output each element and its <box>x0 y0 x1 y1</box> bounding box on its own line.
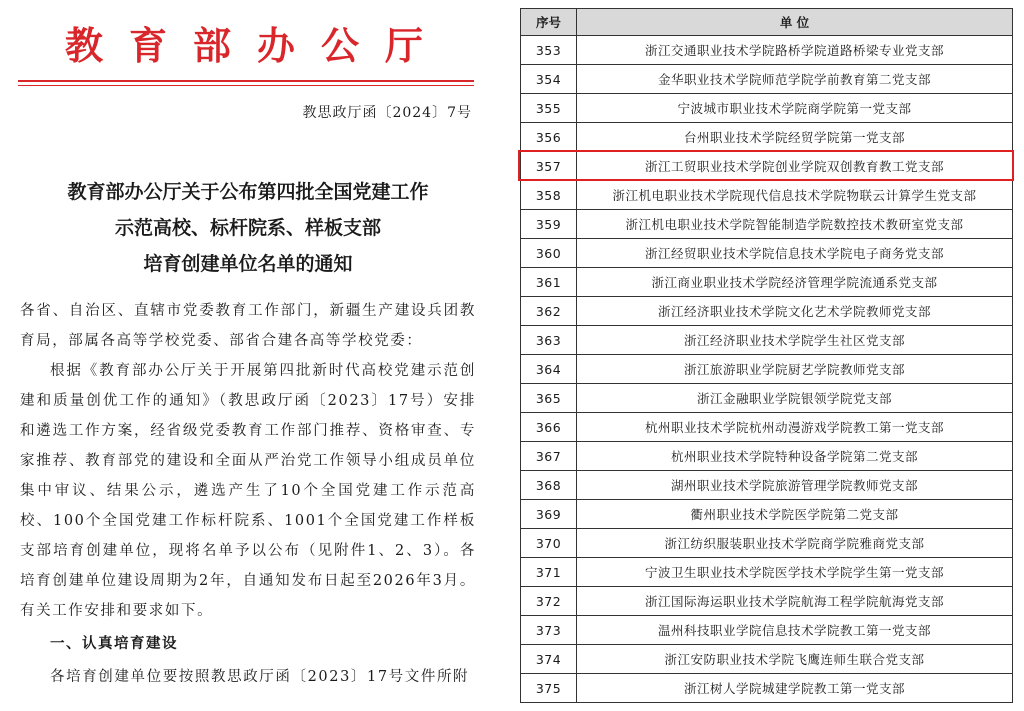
row-number: 374 <box>521 645 577 674</box>
row-number: 371 <box>521 558 577 587</box>
table-header-row <box>521 9 1013 36</box>
row-number: 362 <box>521 297 577 326</box>
row-unit: 浙江经贸职业技术学院信息技术学院电子商务党支部 <box>577 239 1013 268</box>
row-unit: 杭州职业技术学院杭州动漫游戏学院教工第一党支部 <box>577 413 1013 442</box>
unit-list-table-panel <box>520 8 1012 703</box>
section-heading: 一、认真培育建设 <box>50 636 178 652</box>
table-row <box>521 297 1013 326</box>
addressee-paragraph: 各省、自治区、直辖市党委教育工作部门，新疆生产建设兵团教育局，部属各高等学校党委、部省合建各高等学校党委： <box>20 303 476 349</box>
table-row <box>521 65 1013 94</box>
row-unit: 浙江国际海运职业技术学院航海工程学院航海党支部 <box>577 587 1013 616</box>
table-row <box>521 326 1013 355</box>
table-row <box>521 442 1013 471</box>
row-unit: 温州科技职业学院信息技术学院教工第一党支部 <box>577 616 1013 645</box>
row-unit: 浙江安防职业技术学院飞鹰连师生联合党支部 <box>577 645 1013 674</box>
row-unit: 浙江纺织服装职业技术学院商学院雅商党支部 <box>577 529 1013 558</box>
row-unit: 宁波卫生职业技术学院医学技术学院学生第一党支部 <box>577 558 1013 587</box>
table-row <box>521 529 1013 558</box>
header-unit: 单 位 <box>577 9 1013 36</box>
row-unit: 浙江机电职业技术学院智能制造学院数控技术教研室党支部 <box>577 210 1013 239</box>
row-unit: 浙江交通职业技术学院路桥学院道路桥梁专业党支部 <box>577 36 1013 65</box>
row-number: 353 <box>521 36 577 65</box>
body-paragraph: 根据《教育部办公厅关于开展第四批新时代高校党建示范创建和质量创优工作的通知》（教思政厅函〔2023〕17号）安排和遴选工作方案，经省级党委教育工作部门推荐、资格审查、专家推荐、教育部党的建设和全面从严治党工作领导小组成员单位集中审议、结果公示，遴选产生了10个全国党建工作示范高校、100个全国党建工作标杆院系、1001个全国党建工作样板支部培育创建单位，现将名单予以公布（见附件1、2、3）。各培育创建单位建设周期为2年，自通知发布日起至2026年3月。有关工作安排和要求如下。 <box>20 363 476 619</box>
document-number: 教思政厅函〔2024〕7号 <box>302 105 472 121</box>
row-unit: 浙江树人学院城建学院教工第一党支部 <box>577 674 1013 703</box>
row-number: 363 <box>521 326 577 355</box>
row-unit: 浙江旅游职业学院厨艺学院教师党支部 <box>577 355 1013 384</box>
table-row <box>521 384 1013 413</box>
notice-title <box>0 174 496 282</box>
table-row <box>521 587 1013 616</box>
table-row <box>521 123 1013 152</box>
row-number: 357 <box>521 152 577 181</box>
title-line-1: 教育部办公厅关于公布第四批全国党建工作 <box>67 181 429 203</box>
masthead-title: 教育部办公厅 <box>64 23 449 68</box>
row-unit: 浙江机电职业技术学院现代信息技术学院物联云计算学生党支部 <box>577 181 1013 210</box>
row-number: 361 <box>521 268 577 297</box>
row-number: 370 <box>521 529 577 558</box>
table-row <box>521 616 1013 645</box>
table-row <box>521 239 1013 268</box>
section-paragraph: 各培育创建单位要按照教思政厅函〔2023〕17号文件所附 <box>50 669 470 685</box>
row-unit: 湖州职业技术学院旅游管理学院教师党支部 <box>577 471 1013 500</box>
table-row <box>521 558 1013 587</box>
table-row <box>521 268 1013 297</box>
row-number: 365 <box>521 384 577 413</box>
row-number: 354 <box>521 65 577 94</box>
row-unit: 宁波城市职业技术学院商学院第一党支部 <box>577 94 1013 123</box>
row-number: 358 <box>521 181 577 210</box>
row-unit: 台州职业技术学院经贸学院第一党支部 <box>577 123 1013 152</box>
table-row <box>521 674 1013 703</box>
table-row <box>521 181 1013 210</box>
header-number: 序号 <box>521 9 577 36</box>
row-number: 360 <box>521 239 577 268</box>
table-row <box>521 210 1013 239</box>
row-unit: 浙江经济职业技术学院学生社区党支部 <box>577 326 1013 355</box>
row-unit: 浙江工贸职业技术学院创业学院双创教育教工党支部 <box>577 152 1013 181</box>
table-row <box>521 471 1013 500</box>
row-number: 366 <box>521 413 577 442</box>
row-number: 359 <box>521 210 577 239</box>
title-line-3: 培育创建单位名单的通知 <box>143 253 353 275</box>
table-row <box>521 500 1013 529</box>
table-row <box>521 152 1013 181</box>
title-line-2: 示范高校、标杆院系、样板支部 <box>114 217 381 239</box>
row-unit: 浙江经济职业技术学院文化艺术学院教师党支部 <box>577 297 1013 326</box>
row-number: 369 <box>521 500 577 529</box>
table-row <box>521 645 1013 674</box>
red-rule-bottom <box>18 85 474 86</box>
table-row <box>521 94 1013 123</box>
row-number: 372 <box>521 587 577 616</box>
row-number: 356 <box>521 123 577 152</box>
unit-list-table <box>520 8 1013 703</box>
row-unit: 浙江金融职业学院银领学院党支部 <box>577 384 1013 413</box>
red-rule-top <box>18 80 474 82</box>
row-number: 373 <box>521 616 577 645</box>
table-row <box>521 36 1013 65</box>
notice-document <box>0 0 496 711</box>
row-number: 367 <box>521 442 577 471</box>
row-number: 375 <box>521 674 577 703</box>
row-number: 368 <box>521 471 577 500</box>
row-unit: 杭州职业技术学院特种设备学院第二党支部 <box>577 442 1013 471</box>
row-unit: 衢州职业技术学院医学院第二党支部 <box>577 500 1013 529</box>
row-unit: 浙江商业职业技术学院经济管理学院流通系党支部 <box>577 268 1013 297</box>
row-number: 355 <box>521 94 577 123</box>
row-unit: 金华职业技术学院师范学院学前教育第二党支部 <box>577 65 1013 94</box>
table-row <box>521 355 1013 384</box>
table-row <box>521 413 1013 442</box>
row-number: 364 <box>521 355 577 384</box>
